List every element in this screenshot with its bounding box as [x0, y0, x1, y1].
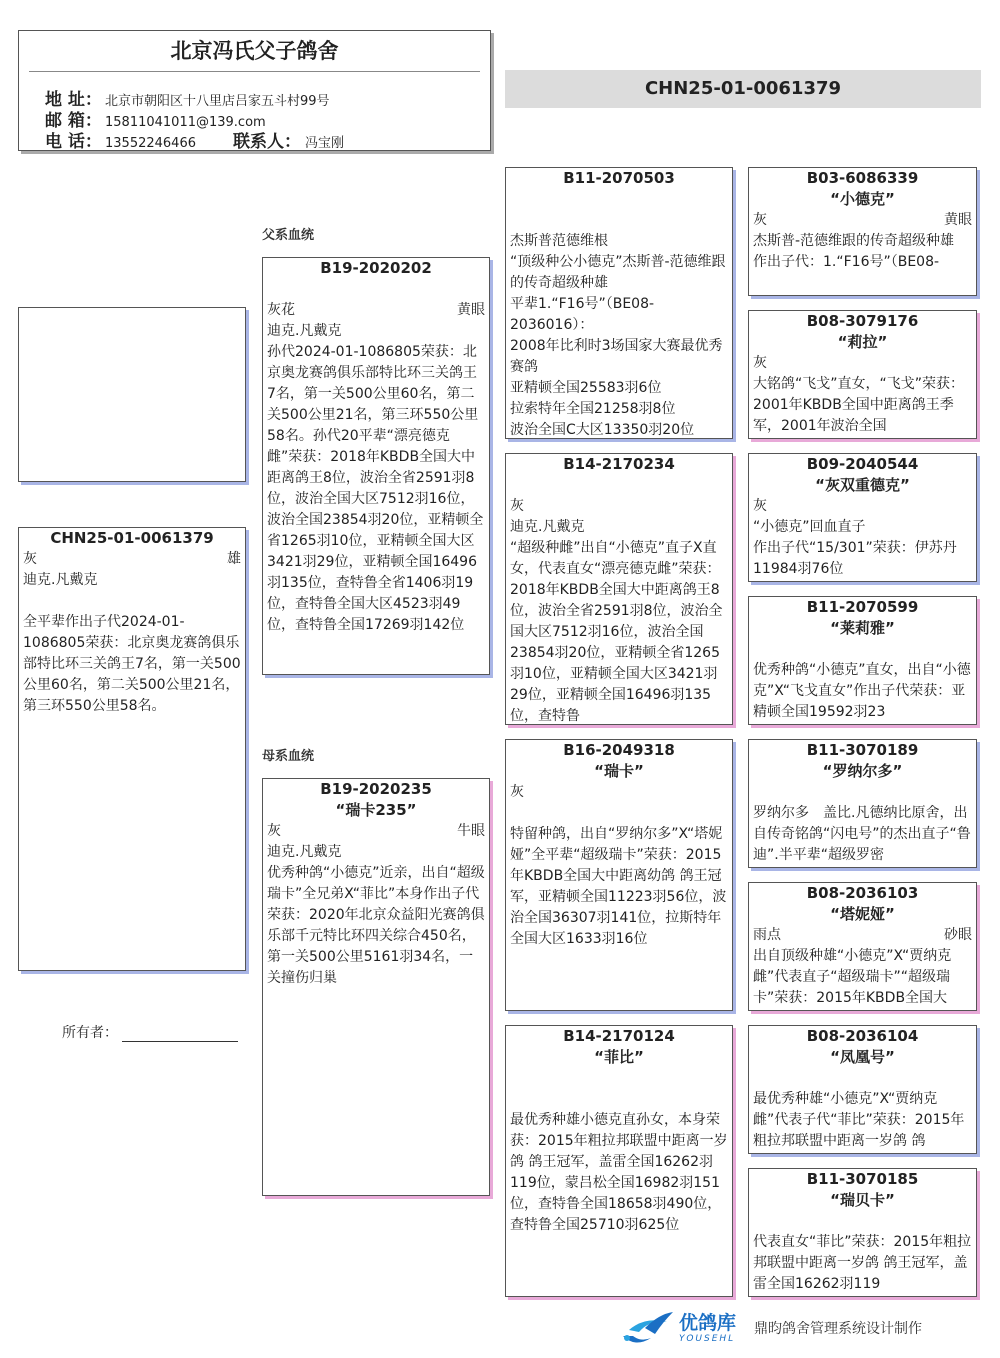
brand-logo-text: 优鸽库: [679, 1312, 737, 1334]
phone-value: 13552246466: [105, 136, 196, 151]
dam-name: “瑞卡235”: [335, 801, 417, 819]
brand-logo-subtext: YOUSEHL: [679, 1334, 736, 1344]
great-grandparent-card: [748, 882, 977, 1011]
grandparent-card: [505, 739, 733, 1011]
ggp-name: “罗纳尔多”: [822, 762, 903, 780]
sire-ring: B19-2020202: [320, 259, 432, 277]
ggp-name: “莱莉雅”: [830, 619, 895, 637]
loft-title: 北京冯氏父子鸽舍: [29, 31, 480, 72]
great-grandparent-card: [748, 739, 977, 868]
owner-label: 所有者：: [62, 1025, 118, 1041]
email-label: 邮 箱：: [45, 111, 102, 131]
sire-line: 迪克.凡戴克: [267, 323, 342, 339]
subject-ring: CHN25-01-0061379: [50, 529, 214, 547]
ggp-note: 最优秀种雄“小德克”X“贾纳克雌”代表子代“菲比”荣获：2015年粗拉邦联盟中距离一岁鸽 鸽: [753, 1091, 965, 1149]
photo-frame: [18, 307, 246, 482]
grandparent-card: [505, 453, 733, 725]
grandparent-color-row: [506, 782, 732, 803]
great-grandparent-card: [748, 453, 977, 582]
grandparent-color-row: [506, 496, 732, 517]
footer: [615, 1306, 922, 1350]
ggp-color-row: [749, 353, 976, 374]
grandparent-note: 特留种鸽，出自“罗纳尔多”X“塔妮娅”全平辈“超级瑞卡”荣获：2015年KBDB全国大中距离幼鸽 鸽王冠军，亚精顿全国11223羽56位，波治全国36307羽141位，拉斯特年全国大区1633羽16位: [510, 826, 727, 947]
great-grandparent-card: [748, 310, 977, 439]
dam-card: [262, 778, 490, 1196]
dam-ring: B19-2020235: [320, 780, 432, 798]
ggp-name: “灰双重德克”: [815, 476, 910, 494]
ggp-color-row: [749, 496, 976, 517]
dam-eye: 牛眼: [457, 823, 485, 839]
ggp-color: 灰: [753, 212, 767, 228]
grandparent-color: 灰: [510, 498, 524, 514]
ggp-ring: B09-2040544: [806, 455, 919, 473]
subject-sex: 雄: [227, 551, 241, 567]
dam-color: 灰: [267, 823, 281, 839]
owner-field: [62, 1022, 238, 1042]
grandparent-ring: B14-2170234: [563, 455, 675, 473]
grandparent-color-row: [506, 1068, 732, 1089]
great-grandparent-card: [748, 596, 977, 725]
dam-section-label: 母系血统: [262, 749, 315, 764]
ggp-color: 雨点: [753, 927, 781, 943]
ggp-color-row: [749, 639, 976, 660]
grandparent-card: [505, 1025, 733, 1297]
ggp-color: 灰: [753, 355, 767, 371]
ggp-note: 出自顶级种雄“小德克”X“贾纳克雌”代表直子“超级瑞卡”“超级瑞卡”荣获：2015年KBDB全国大: [753, 948, 952, 1006]
grandparent-color: 灰: [510, 784, 524, 800]
brand-logo-icon: [615, 1308, 675, 1348]
grandparent-ring: B16-2049318: [563, 741, 675, 759]
subject-color-row: [19, 549, 245, 570]
dam-line: 迪克.凡戴克: [267, 844, 342, 860]
phone-label: 电 话：: [45, 132, 102, 151]
subject-line: 迪克.凡戴克: [23, 572, 98, 588]
grandparent-name: “瑞卡”: [594, 762, 644, 780]
grandparent-ring: B11-2070503: [563, 169, 675, 187]
ggp-note: 杰斯普-范德维跟的传奇超级种雄 作出子代：1.“F16号”（BE08-: [753, 233, 955, 270]
ggp-name: “塔妮娅”: [830, 905, 895, 923]
grandparent-note: 迪克.凡戴克 “超级种雌”出自“小德克”直子X直女，代表直女“漂亮德克雌”荣获：2018年KBDB全国大中距离鸽王8位，波治全省2591羽8位，波治全国大区7512羽16位，波治全国23854羽20位，亚精顿全省1265羽10位，亚精顿全国大区3421羽29位，亚精顿全国16496羽135位，查特鲁: [510, 519, 723, 724]
great-grandparent-card: [748, 167, 977, 296]
sire-card: [262, 257, 490, 675]
ggp-ring: B03-6086339: [806, 169, 919, 187]
loft-header: [18, 30, 491, 151]
great-grandparent-card: [748, 1025, 977, 1154]
ggp-note: 大铭鸽“飞戈”直女，“飞戈”荣获：2001年KBDB全国中距离鸽王季军，2001年波治全国: [753, 376, 965, 434]
sire-note: 孙代2024-01-1086805荣获：北京奥龙赛鸽俱乐部特比环三关鸽王7名，第一关500公里60名，第二关500公里21名，第三环550公里58名。孙代20平辈“漂亮德克雌”荣获：2018年KBDB全国大中距离鸽王8位，波治全省2591羽8位，波治全国大区7512羽16位，波治全国23854羽20位，亚精顿全省1265羽10位，亚精顿全国大区3421羽29位，亚精顿全国16496羽135位，查特鲁全省1406羽19位，查特鲁全国大区4523羽49位，查特鲁全国17269羽142位: [267, 344, 484, 633]
dam-color-row: [263, 821, 489, 842]
ggp-name: “莉拉”: [837, 333, 888, 351]
ggp-name: “凤凰号”: [830, 1048, 895, 1066]
grandparent-name: [506, 475, 732, 496]
ggp-color-row: [749, 1211, 976, 1232]
subject-card: [18, 527, 246, 971]
grandparent-color-row: [506, 210, 732, 231]
dam-note: 优秀种鸽“小德克”近亲，出自“超级瑞卡”全兄弟X“菲比”本身作出子代荣获：2020年北京众益阳光赛鸽俱乐部千元特比环四关综合450名，第一关500公里5161羽34名，一关撞伤归巢: [267, 865, 485, 986]
ggp-ring: B08-2036104: [806, 1027, 919, 1045]
ggp-name: “小德克”: [830, 190, 895, 208]
grandparent-ring: B14-2170124: [563, 1027, 675, 1045]
ggp-note: 优秀种鸽“小德克”直女，出自“小德克”X“飞戈直女”作出子代荣获：亚精顿全国19592羽23: [753, 662, 971, 720]
ggp-ring: B08-3079176: [806, 312, 919, 330]
ggp-ring: B08-2036103: [806, 884, 919, 902]
main-ring-banner: CHN25-01-0061379: [505, 70, 981, 108]
ggp-ring: B11-2070599: [806, 598, 919, 616]
phone-line: [45, 127, 344, 151]
ggp-note: 罗纳尔多 盖比.凡德纳比原舍，出自传奇铭鸽“闪电号”的杰出直子“鲁迪”.半平辈“超级罗密: [753, 805, 971, 863]
email-value: 15811041011@139.com: [105, 115, 266, 130]
owner-signature-line[interactable]: [122, 1025, 238, 1042]
ggp-color: 灰: [753, 498, 767, 514]
ggp-note: “小德克”回血直子 作出子代“15/301”荣获：伊苏丹11984羽76位: [753, 519, 957, 577]
subject-color: 灰: [23, 551, 37, 567]
sire-color: 灰花: [267, 302, 295, 318]
ggp-color-row: [749, 782, 976, 803]
address-value: 北京市朝阳区十八里店吕家五斗村99号: [105, 94, 330, 109]
contact-value: 冯宝刚: [305, 136, 345, 151]
sire-eye: 黄眼: [457, 302, 485, 318]
ggp-color-row: [749, 925, 976, 946]
ggp-eye: 黄眼: [944, 212, 972, 228]
ggp-name: “瑞贝卡”: [830, 1191, 895, 1209]
ggp-note: 代表直女“菲比”荣获：2015年粗拉邦联盟中距离一岁鸽 鸽王冠军，盖雷全国16262羽119: [753, 1234, 972, 1292]
ggp-eye: 砂眼: [944, 927, 972, 943]
sire-section-label: 父系血统: [262, 228, 315, 243]
subject-note: 全平辈作出子代2024-01-1086805荣获：北京奥龙赛鸽俱乐部特比环三关鸽王7名，第一关500公里60名，第二关500公里21名，第三环550公里58名。: [23, 614, 241, 714]
grandparent-note: 杰斯普范德维根 “顶级种公小德克”杰斯普-范德维跟的传奇超级种雄 平辈1.“F16号”（BE08-2036016）： 2008年比利时3场国家大赛最优秀赛鸽 亚精顿全国25583羽6位 拉索特年全国21258羽8位 波治全国C大区13350羽20位: [510, 233, 726, 438]
great-grandparent-card: [748, 1168, 977, 1297]
sire-color-row: [263, 300, 489, 321]
grandparent-name: “菲比”: [594, 1048, 644, 1066]
credit-text: 鼎昀鸽舍管理系统设计制作: [754, 1321, 923, 1337]
grandparent-card: [505, 167, 733, 439]
ggp-ring: B11-3070185: [806, 1170, 919, 1188]
ggp-color-row: [749, 210, 976, 231]
grandparent-name: [506, 189, 732, 210]
address-label: 地 址：: [45, 90, 102, 110]
ggp-color-row: [749, 1068, 976, 1089]
grandparent-note: 最优秀种雄小德克直孙女，本身荣获：2015年粗拉邦联盟中距离一岁鸽 鸽王冠军，盖雷全国16262羽119位，蒙吕松全国16982羽151位，查特鲁全国18658羽490位，查特鲁全国25710羽625位: [510, 1112, 728, 1233]
ggp-ring: B11-3070189: [806, 741, 919, 759]
contact-label: 联系人：: [233, 132, 301, 151]
